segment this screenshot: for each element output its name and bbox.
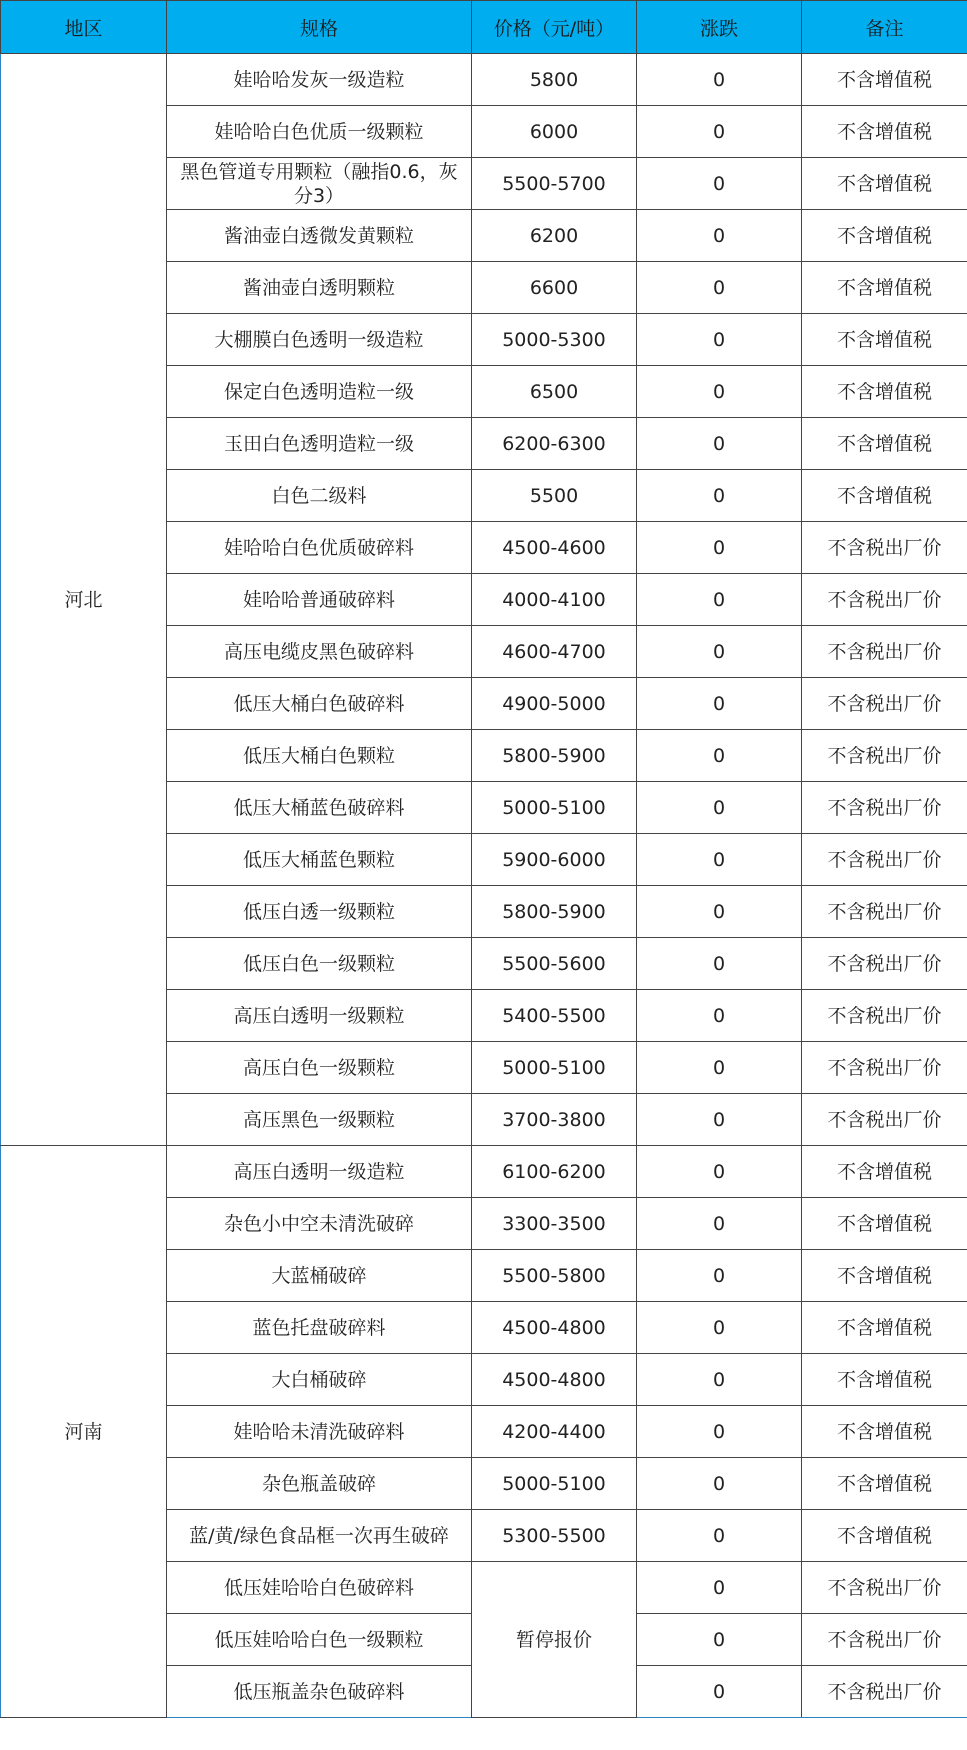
spec-cell: 娃哈哈普通破碎料 [167, 574, 472, 626]
spec-cell: 大棚膜白色透明一级造粒 [167, 314, 472, 366]
note-cell: 不含增值税 [802, 366, 967, 418]
header-price: 价格（元/吨） [472, 1, 637, 54]
header-row [1, 1, 967, 54]
change-cell: 0 [637, 782, 802, 834]
note-cell: 不含税出厂价 [802, 1094, 967, 1146]
price-cell: 5500-5800 [472, 1250, 637, 1302]
price-cell: 4500-4800 [472, 1354, 637, 1406]
spec-cell: 酱油壶白透微发黄颗粒 [167, 210, 472, 262]
note-cell: 不含增值税 [802, 1302, 967, 1354]
spec-cell: 娃哈哈白色优质破碎料 [167, 522, 472, 574]
note-cell: 不含增值税 [802, 1250, 967, 1302]
change-cell: 0 [637, 1198, 802, 1250]
spec-cell: 低压大桶白色颗粒 [167, 730, 472, 782]
change-cell: 0 [637, 54, 802, 106]
change-cell: 0 [637, 626, 802, 678]
note-cell: 不含增值税 [802, 1406, 967, 1458]
note-cell: 不含增值税 [802, 418, 967, 470]
change-cell: 0 [637, 834, 802, 886]
spec-cell: 玉田白色透明造粒一级 [167, 418, 472, 470]
spec-cell: 低压大桶白色破碎料 [167, 678, 472, 730]
note-cell: 不含增值税 [802, 314, 967, 366]
spec-cell: 白色二级料 [167, 470, 472, 522]
note-cell: 不含税出厂价 [802, 782, 967, 834]
price-cell: 6100-6200 [472, 1146, 637, 1198]
change-cell: 0 [637, 470, 802, 522]
header-region: 地区 [1, 1, 167, 54]
note-cell: 不含增值税 [802, 54, 967, 106]
note-cell: 不含增值税 [802, 1146, 967, 1198]
note-cell: 不含税出厂价 [802, 678, 967, 730]
note-cell: 不含增值税 [802, 1510, 967, 1562]
change-cell: 0 [637, 1250, 802, 1302]
price-cell: 6200 [472, 210, 637, 262]
note-cell: 不含税出厂价 [802, 938, 967, 990]
price-cell: 6600 [472, 262, 637, 314]
spec-cell: 大白桶破碎 [167, 1354, 472, 1406]
spec-cell: 高压白色一级颗粒 [167, 1042, 472, 1094]
spec-cell: 低压瓶盖杂色破碎料 [167, 1666, 472, 1718]
table-row [1, 54, 967, 106]
spec-cell: 杂色小中空未清洗破碎 [167, 1198, 472, 1250]
change-cell: 0 [637, 366, 802, 418]
note-cell: 不含增值税 [802, 1354, 967, 1406]
change-cell: 0 [637, 418, 802, 470]
change-cell: 0 [637, 1146, 802, 1198]
spec-cell: 蓝色托盘破碎料 [167, 1302, 472, 1354]
note-cell: 不含税出厂价 [802, 522, 967, 574]
price-cell: 4200-4400 [472, 1406, 637, 1458]
change-cell: 0 [637, 678, 802, 730]
spec-cell: 高压黑色一级颗粒 [167, 1094, 472, 1146]
price-cell: 3300-3500 [472, 1198, 637, 1250]
change-cell: 0 [637, 574, 802, 626]
spec-cell: 保定白色透明造粒一级 [167, 366, 472, 418]
price-cell: 6200-6300 [472, 418, 637, 470]
spec-cell: 黑色管道专用颗粒（融指0.6，灰分3） [167, 158, 472, 210]
spec-cell: 大蓝桶破碎 [167, 1250, 472, 1302]
change-cell: 0 [637, 1354, 802, 1406]
price-cell: 5800-5900 [472, 886, 637, 938]
note-cell: 不含增值税 [802, 470, 967, 522]
change-cell: 0 [637, 1094, 802, 1146]
price-cell: 5000-5300 [472, 314, 637, 366]
note-cell: 不含税出厂价 [802, 1614, 967, 1666]
note-cell: 不含税出厂价 [802, 1666, 967, 1718]
change-cell: 0 [637, 106, 802, 158]
header-change: 涨跌 [637, 1, 802, 54]
spec-cell: 杂色瓶盖破碎 [167, 1458, 472, 1510]
note-cell: 不含增值税 [802, 262, 967, 314]
change-cell: 0 [637, 1406, 802, 1458]
change-cell: 0 [637, 1302, 802, 1354]
price-cell: 5400-5500 [472, 990, 637, 1042]
spec-cell: 蓝/黄/绿色食品框一次再生破碎 [167, 1510, 472, 1562]
spec-cell: 低压大桶蓝色破碎料 [167, 782, 472, 834]
spec-cell: 酱油壶白透明颗粒 [167, 262, 472, 314]
price-cell: 5800 [472, 54, 637, 106]
note-cell: 不含增值税 [802, 158, 967, 210]
price-cell: 4900-5000 [472, 678, 637, 730]
change-cell: 0 [637, 1042, 802, 1094]
spec-cell: 娃哈哈白色优质一级颗粒 [167, 106, 472, 158]
table-body [1, 54, 967, 1718]
change-cell: 0 [637, 886, 802, 938]
note-cell: 不含税出厂价 [802, 834, 967, 886]
price-cell: 5500-5600 [472, 938, 637, 990]
spec-cell: 高压电缆皮黑色破碎料 [167, 626, 472, 678]
header-spec: 规格 [167, 1, 472, 54]
note-cell: 不含增值税 [802, 1458, 967, 1510]
price-cell: 4500-4800 [472, 1302, 637, 1354]
note-cell: 不含税出厂价 [802, 990, 967, 1042]
price-cell: 6500 [472, 366, 637, 418]
note-cell: 不含税出厂价 [802, 730, 967, 782]
note-cell: 不含税出厂价 [802, 574, 967, 626]
change-cell: 0 [637, 522, 802, 574]
spec-cell: 低压娃哈哈白色破碎料 [167, 1562, 472, 1614]
change-cell: 0 [637, 990, 802, 1042]
price-suspended-cell: 暂停报价 [472, 1562, 637, 1718]
spec-cell: 娃哈哈发灰一级造粒 [167, 54, 472, 106]
spec-cell: 低压白透一级颗粒 [167, 886, 472, 938]
note-cell: 不含税出厂价 [802, 1042, 967, 1094]
change-cell: 0 [637, 262, 802, 314]
spec-cell: 低压白色一级颗粒 [167, 938, 472, 990]
note-cell: 不含税出厂价 [802, 626, 967, 678]
price-cell: 4000-4100 [472, 574, 637, 626]
change-cell: 0 [637, 938, 802, 990]
price-cell: 5900-6000 [472, 834, 637, 886]
change-cell: 0 [637, 314, 802, 366]
spec-cell: 娃哈哈未清洗破碎料 [167, 1406, 472, 1458]
change-cell: 0 [637, 1614, 802, 1666]
price-cell: 5500 [472, 470, 637, 522]
note-cell: 不含税出厂价 [802, 886, 967, 938]
spec-cell: 高压白透明一级造粒 [167, 1146, 472, 1198]
price-cell: 5000-5100 [472, 1458, 637, 1510]
note-cell: 不含增值税 [802, 1198, 967, 1250]
price-cell: 6000 [472, 106, 637, 158]
region-cell: 河北 [1, 54, 167, 1146]
table-row [1, 1146, 967, 1198]
note-cell: 不含增值税 [802, 106, 967, 158]
note-cell: 不含增值税 [802, 210, 967, 262]
header-note: 备注 [802, 1, 967, 54]
change-cell: 0 [637, 210, 802, 262]
spec-cell: 高压白透明一级颗粒 [167, 990, 472, 1042]
price-cell: 5300-5500 [472, 1510, 637, 1562]
price-cell: 4500-4600 [472, 522, 637, 574]
price-cell: 5800-5900 [472, 730, 637, 782]
spec-cell: 低压娃哈哈白色一级颗粒 [167, 1614, 472, 1666]
note-cell: 不含税出厂价 [802, 1562, 967, 1614]
price-cell: 5500-5700 [472, 158, 637, 210]
change-cell: 0 [637, 1562, 802, 1614]
region-cell: 河南 [1, 1146, 167, 1718]
change-cell: 0 [637, 1458, 802, 1510]
change-cell: 0 [637, 730, 802, 782]
price-cell: 4600-4700 [472, 626, 637, 678]
price-cell: 5000-5100 [472, 1042, 637, 1094]
change-cell: 0 [637, 158, 802, 210]
price-cell: 5000-5100 [472, 782, 637, 834]
change-cell: 0 [637, 1666, 802, 1718]
change-cell: 0 [637, 1510, 802, 1562]
price-cell: 3700-3800 [472, 1094, 637, 1146]
spec-cell: 低压大桶蓝色颗粒 [167, 834, 472, 886]
